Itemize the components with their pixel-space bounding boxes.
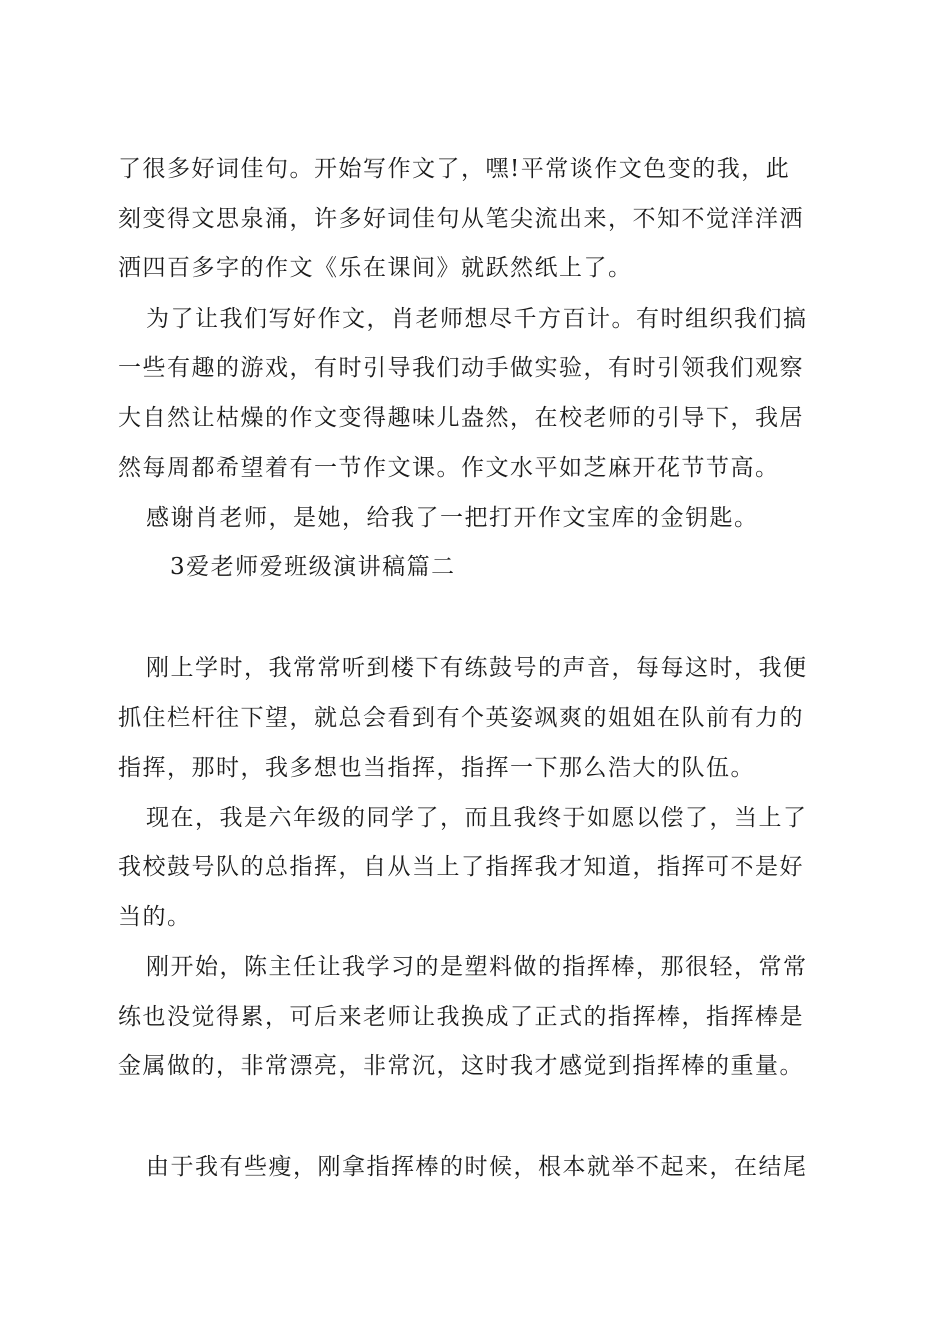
text-line: 一些有趣的游戏，有时引导我们动手做实验，有时引领我们观察 [118, 355, 804, 381]
text-line: 刻变得文思泉涌，许多好词佳句从笔尖流出来，不知不觉洋洋洒 [118, 206, 804, 232]
paragraph-line: 由于我有些瘦，刚拿指挥棒的时候，根本就举不起来，在结尾 [146, 1154, 808, 1180]
text-line: 大自然让枯燥的作文变得趣味儿盎然，在校老师的引导下，我居 [118, 405, 804, 431]
text-line: 我校鼓号队的总指挥，自从当上了指挥我才知道，指挥可不是好 [118, 854, 804, 880]
text-line: 了很多好词佳句。开始写作文了，嘿!平常谈作文色变的我，此 [118, 156, 791, 182]
text-line: 抓住栏杆往下望，就总会看到有个英姿飒爽的姐姐在队前有力的 [118, 705, 804, 731]
paragraph-line: 刚开始，陈主任让我学习的是塑料做的指挥棒，那很轻，常常 [146, 954, 808, 980]
paragraph-line: 刚上学时，我常常听到楼下有练鼓号的声音，每每这时，我便 [146, 655, 808, 681]
paragraph-line: 为了让我们写好作文，肖老师想尽千方百计。有时组织我们搞 [146, 306, 808, 332]
text-line: 金属做的，非常漂亮，非常沉，这时我才感觉到指挥棒的重量。 [118, 1053, 804, 1079]
section-heading: 3爱老师爱班级演讲稿篇二 [170, 554, 456, 580]
paragraph-line: 感谢肖老师，是她，给我了一把打开作文宝库的金钥匙。 [146, 505, 759, 531]
text-line: 指挥，那时，我多想也当指挥，指挥一下那么浩大的队伍。 [118, 755, 755, 781]
text-line: 练也没觉得累，可后来老师让我换成了正式的指挥棒，指挥棒是 [118, 1004, 804, 1030]
text-line: 然每周都希望着有一节作文课。作文水平如芝麻开花节节高。 [118, 455, 780, 481]
text-line: 洒四百多字的作文《乐在课间》就跃然纸上了。 [118, 255, 633, 281]
paragraph-line: 现在，我是六年级的同学了，而且我终于如愿以偿了，当上了 [146, 805, 808, 831]
text-line: 当的。 [118, 904, 192, 930]
